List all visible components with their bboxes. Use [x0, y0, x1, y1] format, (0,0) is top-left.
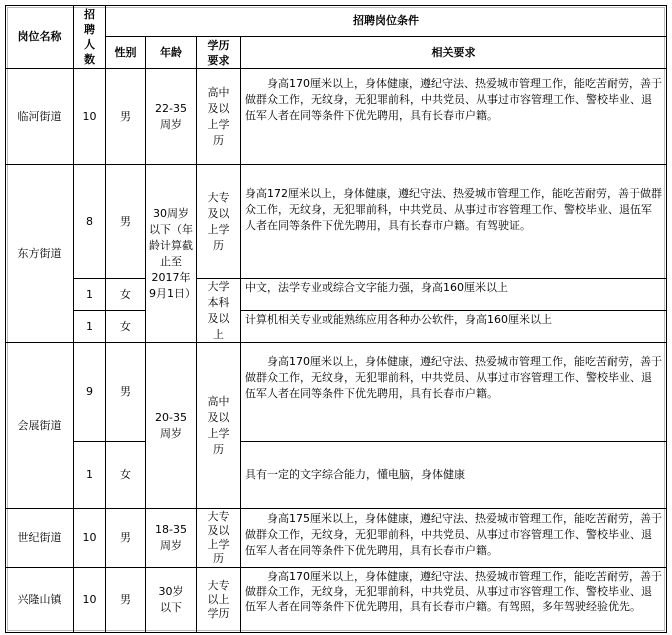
- header-requirements: 相关要求: [431, 45, 476, 59]
- header-education: 学历要求: [207, 38, 230, 67]
- row-dongfang-req-3: 计算机相关专业或能熟练应用各种办公软件，身高160厘米以上: [245, 312, 552, 326]
- row-dongfang-gender-1: 男: [120, 214, 131, 228]
- header-position-name: 岗位名称: [17, 30, 62, 43]
- row-huizhan-name: 会展街道: [17, 418, 62, 432]
- row-shiji-req: 身高175厘米以上，身体健康，遵纪守法、热爱城市管理工作，能吃苦耐劳，善于做群众工作，无纹身，无犯罪前科，中共党员、从事过市容管理工作、警校毕业、退伍军人者在同等条件下优先聘用，具有长春市户籍。: [245, 512, 662, 557]
- row-huizhan-gender-1: 男: [120, 385, 131, 398]
- row-dongfang-gender-2: 女: [120, 287, 131, 301]
- row-dongfang-edu-1: 大专及以上学历: [207, 190, 230, 252]
- row-huizhan-req-2: 具有一定的文字综合能力，懂电脑，身体健康: [245, 468, 465, 481]
- row-linhe-gender: 男: [120, 109, 131, 123]
- row-dongfang-count-1: 8: [86, 214, 93, 228]
- row-linhe-req: 身高170厘米以上，身体健康，遵纪守法、热爱城市管理工作，能吃苦耐劳，善于做群众工作，无纹身，无犯罪前科，中共党员、从事过市容管理工作、警校毕业、退伍军人者在同等条件下优先聘用，具有长春市户籍。: [245, 77, 662, 122]
- row-huizhan-count-2: 1: [86, 468, 93, 481]
- row-huizhan-edu: 高中及以上学历: [207, 394, 230, 456]
- row-shiji-gender: 男: [120, 531, 131, 544]
- row-huizhan-gender-2: 女: [120, 468, 131, 481]
- row-dongfang-name: 东方街道: [17, 246, 62, 260]
- row-shiji-count: 10: [82, 531, 97, 544]
- row-huizhan-req-1: 身高170厘米以上，身体健康，遵纪守法、热爱城市管理工作，能吃苦耐劳，善于做群众工作，无纹身，无犯罪前科，中共党员、从事过市容管理工作、警校毕业、退伍军人者在同等条件下优先聘用，具有长春市户籍。: [245, 355, 662, 400]
- row-dongfang-gender-3: 女: [120, 319, 131, 333]
- row-xinglong-edu: 大专以上学历: [207, 579, 230, 620]
- row-linhe-edu: 高中及以上学历: [207, 85, 230, 147]
- row-shiji-name: 世纪街道: [17, 531, 62, 544]
- header-age: 年龄: [160, 45, 182, 59]
- row-dongfang-req-2: 中文，法学专业或综合文字能力强，身高160厘米以上: [245, 280, 508, 294]
- row-dongfang-count-2: 1: [86, 287, 93, 301]
- row-xinglong-name: 兴隆山镇: [17, 593, 62, 606]
- header-gender: 性别: [114, 45, 137, 59]
- row-huizhan-age: 20-35周岁: [155, 410, 187, 440]
- row-dongfang-age: 30周岁以下（年龄计算截止至2017年9月1日）: [149, 206, 196, 300]
- row-xinglong-age: 30岁以下: [158, 585, 184, 614]
- row-dongfang-edu-2: 大学本科及以上: [207, 279, 230, 341]
- row-huizhan-count-1: 9: [86, 385, 93, 398]
- row-linhe-age: 22-35周岁: [155, 101, 187, 131]
- row-linhe-name: 临河街道: [17, 109, 62, 123]
- header-headcount: 招聘人数: [84, 8, 95, 66]
- row-xinglong-req: 身高170厘米以上，身体健康，遵纪守法、热爱城市管理工作，能吃苦耐劳，善于做群众工作，无纹身，无犯罪前科，中共党员、从事过市容管理工作、警校毕业、退伍军人者在同等条件下优先聘用，具有长春市户籍。有驾照，多年驾驶经验优先。: [245, 570, 662, 613]
- row-shiji-edu: 大专及以上学历: [207, 510, 230, 565]
- row-shiji-age: 18-35周岁: [155, 523, 187, 552]
- row-dongfang-count-3: 1: [86, 319, 93, 333]
- row-xinglong-gender: 男: [120, 593, 131, 606]
- row-linhe-count: 10: [82, 109, 97, 123]
- row-dongfang-req-1: 身高172厘米以上，身体健康，遵纪守法、热爱城市管理工作，能吃苦耐劳，善于做群众工作，无纹身，无犯罪前科，中共党员、从事过市容管理工作、警校毕业、退伍军人者在同等条件下优先聘用，具有长春市户籍。有驾驶证。: [245, 187, 662, 232]
- header-conditions: 招聘岗位条件: [353, 14, 419, 27]
- row-xinglong-count: 10: [82, 593, 97, 606]
